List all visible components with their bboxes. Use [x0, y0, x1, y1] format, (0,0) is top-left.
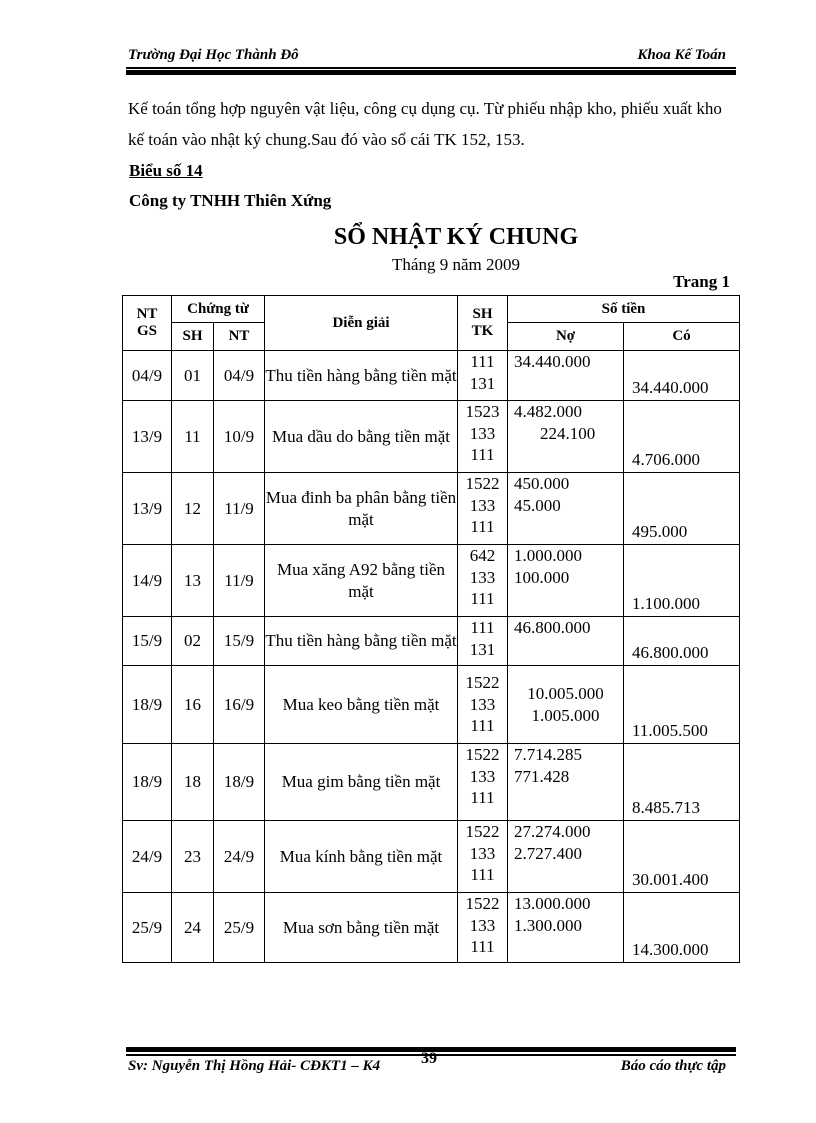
page-header [128, 47, 730, 69]
cell-tk: 1523 133 111 [458, 401, 508, 473]
cell-sh: 13 [172, 545, 214, 617]
cell-co: 8.485.713 [624, 744, 740, 821]
header-faculty: Khoa Kế Toán [637, 47, 726, 63]
table-row [123, 821, 740, 893]
cell-tk: 1522 133 111 [458, 666, 508, 744]
cell-sh: 23 [172, 821, 214, 893]
cell-nt-gs: 04/9 [123, 351, 172, 401]
header-sh: SH [172, 323, 214, 351]
cell-tk: 111 131 [458, 617, 508, 666]
cell-co: 14.300.000 [624, 893, 740, 963]
footer-report: Báo cáo thực tập [620, 1058, 726, 1074]
cell-nt-gs: 18/9 [123, 666, 172, 744]
cell-nt: 24/9 [214, 821, 265, 893]
header-dien-giai: Diễn giải [265, 296, 458, 351]
cell-nt: 18/9 [214, 744, 265, 821]
cell-sh: 18 [172, 744, 214, 821]
cell-no: 4.482.000 224.100 [508, 401, 624, 473]
cell-co: 46.800.000 [624, 617, 740, 666]
cell-co: 30.001.400 [624, 821, 740, 893]
cell-nt: 10/9 [214, 401, 265, 473]
cell-no: 27.274.000 2.727.400 [508, 821, 624, 893]
header-chung-tu: Chứng từ [172, 296, 265, 323]
cell-no: 13.000.000 1.300.000 [508, 893, 624, 963]
cell-nt-gs: 14/9 [123, 545, 172, 617]
table-row [123, 744, 740, 821]
cell-nt: 11/9 [214, 545, 265, 617]
cell-desc: Thu tiền hàng bằng tiền mặt [265, 617, 458, 666]
cell-nt-gs: 18/9 [123, 744, 172, 821]
table-row [123, 401, 740, 473]
cell-no: 10.005.000 1.005.000 [508, 666, 624, 744]
header-school: Trường Đại Học Thành Đô [128, 47, 299, 63]
cell-nt: 25/9 [214, 893, 265, 963]
header-so-tien: Số tiền [508, 296, 740, 323]
footer-student: Sv: Nguyễn Thị Hồng Hải- CĐKT1 – K4 [128, 1058, 381, 1074]
document-period: Tháng 9 năm 2009 [392, 255, 520, 274]
intro-paragraph: Kế toán tổng hợp nguyên vật liệu, công cụ dụng cụ. Từ phiếu nhập kho, phiếu xuất kho kế toán vào nhật ký chung.Sau đó vào sổ cái TK 152, 153. [128, 99, 722, 149]
cell-no: 1.000.000 100.000 [508, 545, 624, 617]
cell-nt-gs: 25/9 [123, 893, 172, 963]
cell-no: 34.440.000 [508, 351, 624, 401]
cell-sh: 11 [172, 401, 214, 473]
cell-tk: 1522 133 111 [458, 473, 508, 545]
cell-sh: 12 [172, 473, 214, 545]
page-number: 39 [421, 1050, 437, 1067]
cell-tk: 1522 133 111 [458, 744, 508, 821]
cell-sh: 24 [172, 893, 214, 963]
journal-table [122, 295, 740, 963]
cell-desc: Mua sơn bằng tiền mặt [265, 893, 458, 963]
cell-nt-gs: 24/9 [123, 821, 172, 893]
cell-nt: 11/9 [214, 473, 265, 545]
cell-co: 11.005.500 [624, 666, 740, 744]
cell-desc: Thu tiền hàng bằng tiền mặt [265, 351, 458, 401]
cell-tk: 1522 133 111 [458, 821, 508, 893]
cell-co: 1.100.000 [624, 545, 740, 617]
cell-desc: Mua kính bằng tiền mặt [265, 821, 458, 893]
cell-desc: Mua đinh ba phân bằng tiền mặt [265, 473, 458, 545]
cell-tk: 1522 133 111 [458, 893, 508, 963]
cell-sh: 02 [172, 617, 214, 666]
cell-co: 34.440.000 [624, 351, 740, 401]
cell-no: 46.800.000 [508, 617, 624, 666]
cell-nt: 04/9 [214, 351, 265, 401]
cell-nt-gs: 15/9 [123, 617, 172, 666]
cell-desc: Mua keo bằng tiền mặt [265, 666, 458, 744]
form-number: Biểu số 14 [129, 161, 203, 180]
cell-desc: Mua gim bằng tiền mặt [265, 744, 458, 821]
header-no: Nợ [508, 323, 624, 351]
cell-tk: 642 133 111 [458, 545, 508, 617]
cell-nt: 16/9 [214, 666, 265, 744]
header-sh-tk: SH TK [458, 296, 508, 351]
header-rule-thin [126, 67, 736, 69]
header-nt-gs: NT GS [123, 296, 172, 351]
cell-nt: 15/9 [214, 617, 265, 666]
cell-sh: 16 [172, 666, 214, 744]
cell-no: 450.000 45.000 [508, 473, 624, 545]
header-co: Có [624, 323, 740, 351]
table-row [123, 351, 740, 401]
header-rule-thick [126, 70, 736, 75]
document-title: SỔ NHẬT KÝ CHUNG [333, 224, 579, 250]
header-nt: NT [214, 323, 265, 351]
table-row [123, 893, 740, 963]
cell-co: 495.000 [624, 473, 740, 545]
table-row [123, 473, 740, 545]
cell-sh: 01 [172, 351, 214, 401]
cell-no: 7.714.285 771.428 [508, 744, 624, 821]
table-row [123, 617, 740, 666]
cell-nt-gs: 13/9 [123, 401, 172, 473]
cell-co: 4.706.000 [624, 401, 740, 473]
cell-tk: 111 131 [458, 351, 508, 401]
cell-nt-gs: 13/9 [123, 473, 172, 545]
cell-desc: Mua dầu do bằng tiền mặt [265, 401, 458, 473]
page-label: Trang 1 [673, 272, 730, 291]
cell-desc: Mua xăng A92 bằng tiền mặt [265, 545, 458, 617]
company-name: Công ty TNHH Thiên Xứng [129, 191, 332, 210]
table-row [123, 666, 740, 744]
table-row [123, 545, 740, 617]
